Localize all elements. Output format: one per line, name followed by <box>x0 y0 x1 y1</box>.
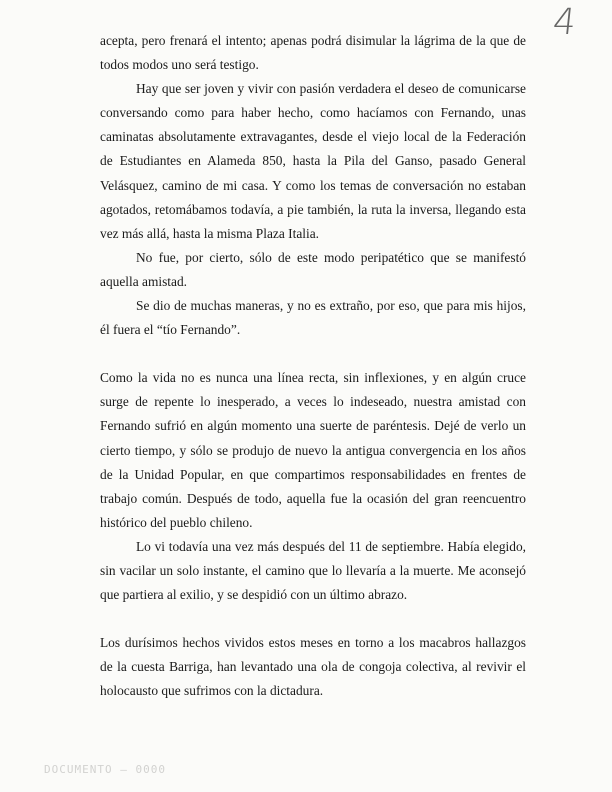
paragraph-peripatetico: No fue, por cierto, sólo de este modo peripatético que se manifestó aquella amistad. <box>100 249 526 289</box>
paragraph-parentesis: Como la vida no es nunca una línea recta, sin inflexiones, y en algún cruce surge de repente lo inesperado, a veces lo indeseado, nuestra amistad con Fernando sufrió en algún momento una suerte de paréntesis. Dejé de verlo un cierto tiempo, y sólo se produjo de nuevo la antigua convergencia en los años de la Unidad Popular, en que compartimos responsabilidades en frentes de trabajo común. Después de todo, aquella fue la ocasión del gran reencuentro histórico del pueblo chileno. <box>100 370 526 530</box>
page-number: 4 <box>550 2 579 43</box>
paragraph-caminatas: Hay que ser joven y vivir con pasión verdadera el deseo de comunicarse conversando como para haber hecho, como hacíamos con Fernando, unas caminatas absolutamente extravagantes, desde el viejo local de la Federación de Estudiantes en Alameda 850, hasta la Pila del Ganso, pasado General Velásquez, camino de mi casa. Y como los temas de conversación no estaban agotados, retomábamos todavía, a pie también, la ruta la inversa, llegando esta vez más allá, hasta la misma Plaza Italia. <box>100 81 526 241</box>
paragraph-cuesta-barriga: Los durísimos hechos vividos estos meses en torno a los macabros hallazgos de la cuesta Barriga, han levantado una ola de congoja colectiva, al revivir el holocausto que sufrimos con la dictadura. <box>100 635 526 699</box>
paragraph-continuation: acepta, pero frenará el intento; apenas podrá disimular la lágrima de la que de todos modos uno será testigo. <box>100 33 526 73</box>
paragraph-tio-fernando: Se dio de muchas maneras, y no es extraño, por eso, que para mis hijos, él fuera el “tío Fernando”. <box>100 298 526 338</box>
paragraph-11-septiembre: Lo vi todavía una vez más después del 11 de septiembre. Había elegido, sin vacilar un solo instante, el camino que lo llevaría a la muerte. Me aconsejó que partiera al exilio, y se despidió con un último abrazo. <box>100 538 526 603</box>
bleed-through-mark: DOCUMENTO — 0000 <box>44 763 166 776</box>
document-body <box>100 29 526 703</box>
